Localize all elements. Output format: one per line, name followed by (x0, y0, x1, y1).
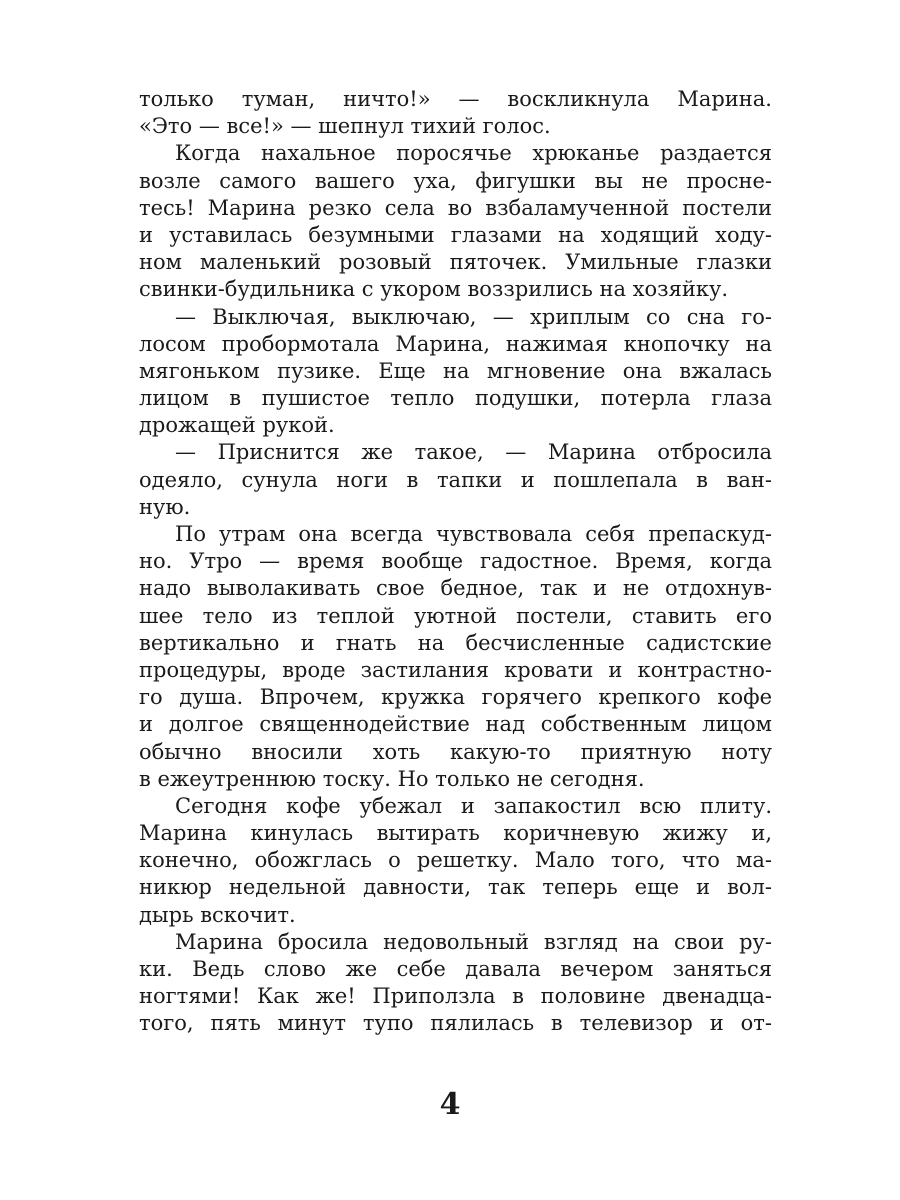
page-number: 4 (439, 1087, 461, 1122)
text-line: и уставилась безумными глазами на ходящий ходу- (139, 222, 772, 247)
text-line: го душа. Впрочем, кружка горячего крепкого кофе (139, 685, 772, 710)
text-line: Марина бросила недовольный взгляд на свои ру- (175, 929, 772, 954)
text-line: того, пять минут тупо пялилась в телевизор и от- (139, 1011, 772, 1036)
text-line: «Это — все!» — шепнул тихий голос. (139, 114, 551, 139)
text-line: дырь вскочит. (139, 902, 296, 927)
text-line: лосом пробормотала Марина, нажимая кнопочку на (139, 331, 772, 356)
text-line: ки. Ведь слово же себе давала вечером заняться (139, 957, 772, 981)
page-body (139, 86, 772, 1038)
text-line: вертикально и гнать на бесчисленные садистские (139, 630, 772, 655)
text-line: Сегодня кофе убежал и запакостил всю плиту. (175, 793, 772, 818)
text-line: конечно, обожглась о решетку. Мало того, что ма- (139, 848, 772, 873)
text-line: никюр недельной давности, так теперь еще и вол- (139, 875, 772, 900)
text-line: в ежеутреннюю тоску. Но только не сегодня. (139, 766, 645, 791)
text-line: только туман, ничто!» — воскликнула Марина. (139, 87, 772, 111)
text-line: ную. (139, 494, 191, 519)
text-line: лицом в пушистое тепло подушки, потерла глаза (139, 386, 772, 411)
text-line: дрожащей рукой. (139, 413, 335, 438)
text-line: возле самого вашего уха, фигушки вы не просне- (139, 168, 772, 193)
text-line: шее тело из теплой уютной постели, ставить его (139, 603, 772, 628)
text-line: Когда нахальное поросячье хрюканье раздается (175, 141, 772, 166)
text-line: свинки-будильника с укором воззрились на хозяйку. (139, 277, 729, 302)
text-line: мягоньком пузике. Еще на мгновение она вжалась (139, 358, 772, 383)
text-line: — Приснится же такое, — Марина отбросила (175, 440, 772, 465)
text-line: ногтями! Как же! Приползла в половине двенадца- (139, 984, 772, 1009)
text-line: надо выволакивать свое бедное, так и не отдохнув- (139, 576, 772, 601)
text-line: По утрам она всегда чувствовала себя препаскуд- (175, 522, 772, 546)
text-line: ном маленький розовый пяточек. Умильные глазки (139, 250, 772, 275)
text-line: обычно вносили хоть какую-то приятную ноту (139, 739, 772, 764)
text-line: тесь! Марина резко села во взбаламученной постели (139, 195, 772, 220)
text-line: — Выключая, выключаю, — хриплым со сна го- (175, 304, 772, 329)
text-line: Марина кинулась вытирать коричневую жижу и, (139, 821, 772, 846)
text-line: процедуры, вроде застилания кровати и контрастно- (139, 657, 772, 682)
text-line: но. Утро — время вообще гадостное. Время, когда (139, 549, 772, 574)
text-line: и долгое священнодействие над собственным лицом (139, 712, 772, 737)
text-line: одеяло, сунула ноги в тапки и пошлепала в ван- (139, 467, 772, 492)
